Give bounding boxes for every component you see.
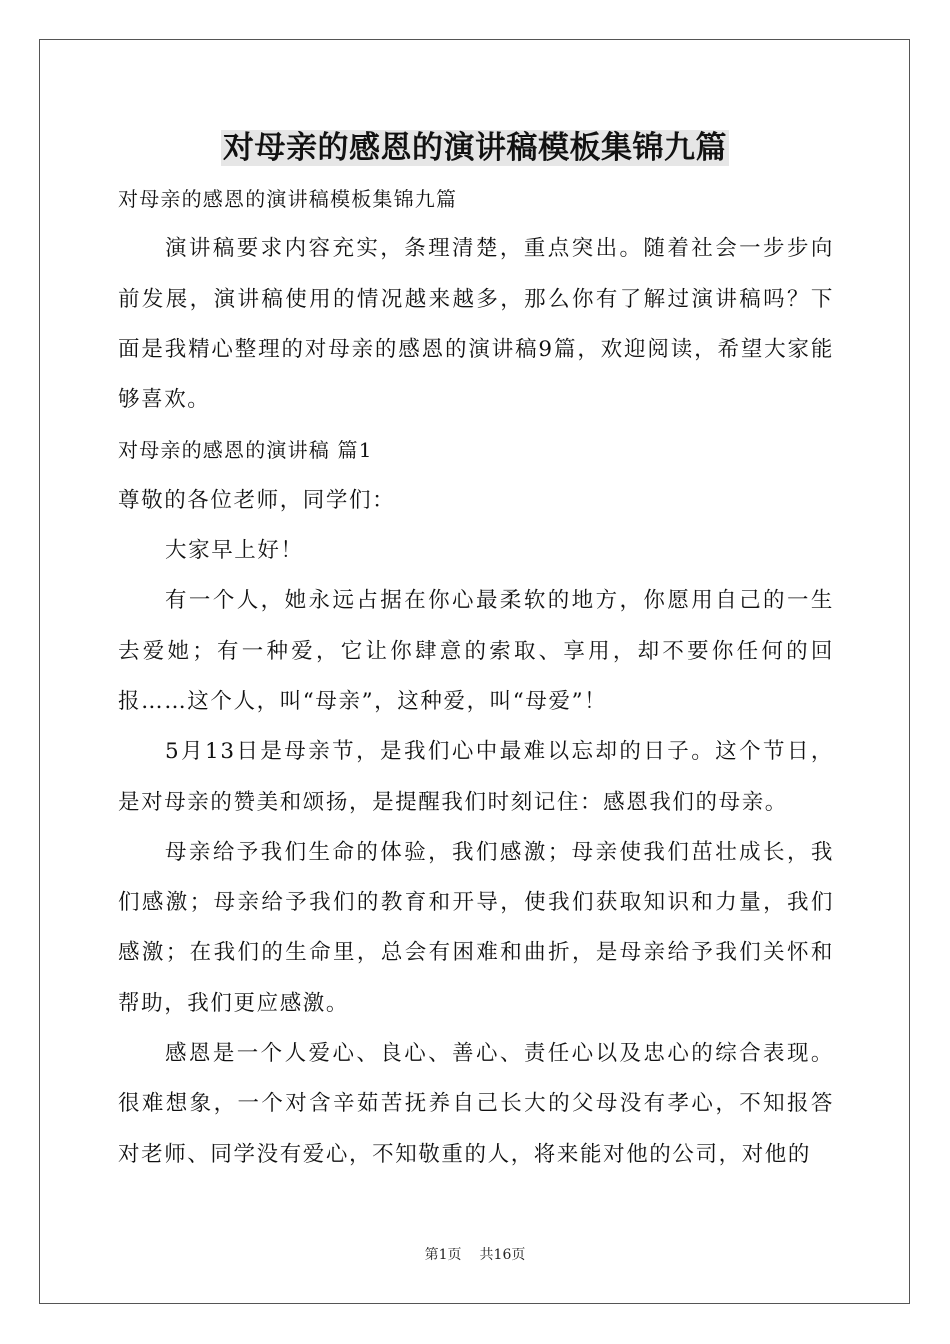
document-subtitle: 对母亲的感恩的演讲稿模板集锦九篇	[118, 187, 458, 211]
greeting: 大家早上好！	[165, 538, 304, 564]
document-body	[118, 174, 834, 1180]
intro-paragraph: 演讲稿要求内容充实，条理清楚，重点突出。随着社会一步步向前发展，演讲稿使用的情况越来越多，那么你有了解过演讲稿吗？下面是我精心整理的对母亲的感恩的演讲稿9篇，欢迎阅读，希望大家能够喜欢。	[118, 236, 834, 413]
body-paragraph: 有一个人，她永远占据在你心最柔软的地方，你愿用自己的一生去爱她；有一种爱，它让你肆意的索取、享用，却不要你任何的回报……这个人，叫“母亲”，这种爱，叫“母爱”！	[118, 588, 834, 714]
page-number: 第1页	[424, 1247, 462, 1263]
salutation: 尊敬的各位老师，同学们：	[118, 487, 396, 513]
body-paragraph: 5月13日是母亲节，是我们心中最难以忘却的日子。这个节日，是对母亲的赞美和颂扬，是提醒我们时刻记住：感恩我们的母亲。	[118, 739, 834, 815]
document-title-text: 对母亲的感恩的演讲稿模板集锦九篇	[223, 130, 727, 166]
body-paragraph: 母亲给予我们生命的体验，我们感激；母亲使我们茁壮成长，我们感激；母亲给予我们的教育和开导，使我们获取知识和力量，我们感激；在我们的生命里，总会有困难和曲折，是母亲给予我们关怀和帮助，我们更应感激。	[118, 839, 834, 1016]
page-footer	[0, 1245, 950, 1265]
document-title	[0, 126, 950, 170]
page-total: 共16页	[479, 1247, 526, 1263]
body-paragraph: 感恩是一个人爱心、良心、善心、责任心以及忠心的综合表现。很难想象，一个对含辛茹苦抚养自己长大的父母没有孝心，不知报答对老师、同学没有爱心，不知敬重的人，将来能对他的公司，对他的	[118, 1041, 834, 1167]
section-heading: 对母亲的感恩的演讲稿 篇1	[118, 438, 373, 463]
